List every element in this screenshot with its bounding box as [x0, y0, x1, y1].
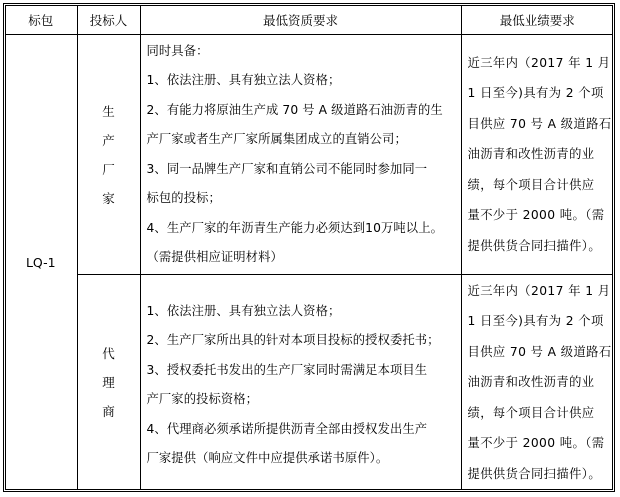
qualification-line: 产厂家的投标资格；	[146, 392, 259, 407]
header-min-performance: 最低业绩要求	[461, 5, 613, 35]
performance-line: 油沥青和改性沥青的业	[467, 147, 595, 162]
bidder-cell-agent	[77, 275, 140, 490]
qualification-line: 同时具备：	[146, 43, 209, 58]
qualification-line: 3、授权委托书发出的生产厂家同时需满足本项目生	[146, 362, 428, 377]
performance-cell	[461, 35, 613, 275]
bid-requirements-table	[5, 5, 613, 490]
qualification-line: 4、代理商必须承诺所提供沥青全部由授权发出生产	[146, 421, 428, 436]
header-row	[5, 5, 613, 35]
qualification-line: 产厂家或者生产厂家所属集团成立的直销公司；	[146, 132, 407, 146]
qualification-line: （需提供相应证明材料）	[146, 250, 283, 264]
qualification-line: 厂家提供（响应文件中应提供承诺书原件）。	[146, 451, 389, 466]
qualification-cell	[140, 35, 461, 275]
qualification-line: 2、有能力将原油生产成 70 号 A 级道路石油沥青的生	[146, 102, 443, 117]
package-cell: LQ-1	[5, 35, 77, 490]
performance-line: 1 日至今)具有为 2 个项	[467, 86, 604, 101]
performance-line: 绩，每个项目合计供应	[467, 177, 595, 192]
performance-line: 量不少于 2000 吨。（需	[467, 436, 605, 450]
table-row-manufacturer	[5, 35, 613, 275]
qualification-line: 1、依法注册、具有独立法人资格；	[146, 73, 341, 87]
performance-line: 1 日至今)具有为 2 个项	[467, 314, 604, 328]
performance-line: 近三年内（2017 年 1 月	[467, 55, 611, 70]
performance-line: 目供应 70 号 A 级道路石	[467, 344, 612, 359]
qualification-line: 1、依法注册、具有独立法人资格；	[146, 303, 341, 318]
qualification-line: 4、生产厂家的年沥青生产能力必须达到10万吨以上。	[146, 220, 444, 235]
performance-line: 量不少于 2000 吨。（需	[467, 208, 605, 223]
performance-line: 近三年内（2017 年 1 月	[467, 283, 611, 298]
performance-cell	[461, 275, 613, 490]
qualification-cell	[140, 275, 461, 490]
performance-line: 油沥青和改性沥青的业	[467, 375, 595, 389]
performance-line: 提供供货合同扫描件）。	[467, 238, 602, 253]
qualification-line: 2、生产厂家所出具的针对本项目投标的授权委托书；	[146, 333, 440, 348]
bidder-label: 生产厂家	[102, 103, 115, 206]
qualification-line: 3、同一品牌生产厂家和直销公司不能同时参加同一	[146, 161, 428, 176]
table-row-agent	[5, 275, 613, 490]
performance-line: 绩，每个项目合计供应	[467, 405, 595, 420]
bidder-cell-manufacturer	[77, 35, 140, 275]
header-min-qualification: 最低资质要求	[140, 5, 461, 35]
performance-line: 目供应 70 号 A 级道路石	[467, 116, 612, 131]
header-package: 标包	[5, 5, 77, 35]
qualification-line: 标包的投标；	[146, 191, 221, 205]
bidder-label: 代理商	[102, 345, 115, 419]
header-bidder: 投标人	[77, 5, 140, 35]
performance-line: 提供供货合同扫描件）。	[467, 466, 602, 481]
